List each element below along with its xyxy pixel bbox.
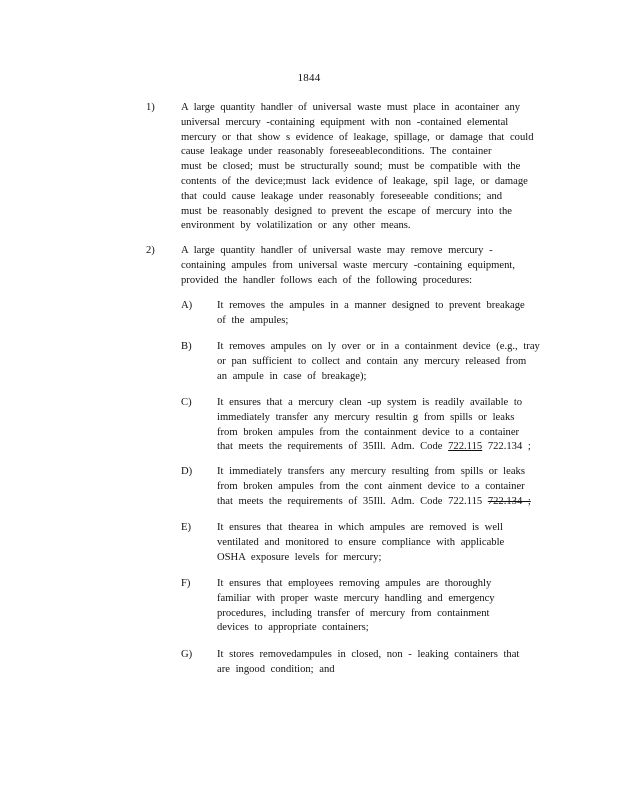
text-line: It removes ampules on ly over or in a containment device (e.g., tray (217, 341, 540, 352)
subitem-text-b (217, 340, 541, 384)
text-line: OSHA exposure levels for mercury; (217, 551, 382, 563)
text-line: It removes the ampules in a manner designed to prevent breakage (217, 300, 525, 311)
text-line: provided the handler follows each of the following procedures: (181, 274, 473, 286)
subitem-letter-f: F) (181, 578, 191, 589)
text-fragment: that meets the requirements of 35Ill. Adm. Code 722.115 (217, 495, 488, 507)
subitem-letter-a: A) (181, 300, 193, 311)
subitem-text-f (217, 577, 541, 636)
page-number: 1844 (297, 72, 321, 84)
text-line: of the ampules; (217, 314, 289, 326)
text-line: must be reasonably designed to prevent the escape of mercury into the (181, 205, 512, 217)
item-number-2: 2) (146, 245, 155, 256)
text-line: ventilated and monitored to ensure compliance with applicable (217, 536, 505, 548)
subitem-letter-d: D) (181, 466, 193, 477)
text-line: It ensures that thearea in which ampules are removed is well (217, 522, 503, 533)
subitem-letter-g: G) (181, 649, 193, 660)
text-fragment: that meets the requirements of 35Ill. Adm. Code (217, 441, 449, 453)
text-line: from broken ampules from the containment device to a container (217, 426, 520, 438)
text-line: environment by volatilization or any other means. (181, 220, 411, 232)
text-line: It ensures that a mercury clean -up system is readily available to (217, 397, 523, 408)
text-line: from broken ampules from the cont ainment device to a container (217, 480, 525, 492)
text-line: It ensures that employees removing ampules are thoroughly (217, 578, 492, 589)
subitem-text-c (217, 396, 541, 455)
subitem-letter-b: B) (181, 341, 192, 352)
subitem-letter-c: C) (181, 397, 192, 408)
item-text-2 (181, 244, 537, 288)
text-line: It immediately transfers any mercury resulting from spills or leaks (217, 466, 525, 477)
text-line: must be closed; must be structurally sound; must be compatible with the (181, 161, 521, 173)
subitem-text-g (217, 648, 541, 678)
subitem-text-d (217, 465, 541, 509)
struck-citation: 722.134 ; (487, 495, 531, 507)
item-text-1 (181, 101, 537, 234)
text-line: containing ampules from universal waste mercury -containing equipment, (181, 259, 516, 271)
text-line: procedures, including transfer of mercury from containment (217, 607, 490, 619)
text-line: It stores removedampules in closed, non - leaking containers that (217, 649, 520, 660)
text-line: familiar with proper waste mercury handling and emergency (217, 592, 495, 604)
text-fragment: ; (522, 441, 531, 453)
text-line: are ingood condition; and (217, 663, 335, 675)
text-line: universal mercury -containing equipment with non -contained elemental (181, 116, 509, 128)
subitem-text-e (217, 521, 541, 565)
text-line: A large quantity handler of universal waste may remove mercury - (181, 245, 493, 256)
item-number-1: 1) (146, 102, 155, 113)
subitem-letter-e: E) (181, 522, 191, 533)
text-line (217, 440, 541, 455)
underlined-citation: 722.115 (448, 441, 483, 453)
text-line: immediately transfer any mercury resultin g from spills or leaks (217, 411, 515, 423)
text-line (217, 495, 541, 510)
subitem-text-a (217, 299, 541, 329)
text-line: A large quantity handler of universal waste must place in acontainer any (181, 102, 521, 113)
text-line: that could cause leakage under reasonably foreseeable conditions; and (181, 190, 503, 202)
text-line: or pan sufficient to collect and contain any mercury released from (217, 355, 527, 367)
text-line: devices to appropriate containers; (217, 622, 369, 634)
text-line: contents of the device;must lack evidence of leakage, spil lage, or damage (181, 175, 528, 187)
text-line: an ampule in case of breakage); (217, 370, 367, 382)
text-line: mercury or that show s evidence of leakage, spillage, or damage that could (181, 131, 534, 143)
text-fragment: 722.134 (482, 441, 523, 453)
text-line: cause leakage under reasonably foreseeableconditions. The container (181, 146, 492, 158)
